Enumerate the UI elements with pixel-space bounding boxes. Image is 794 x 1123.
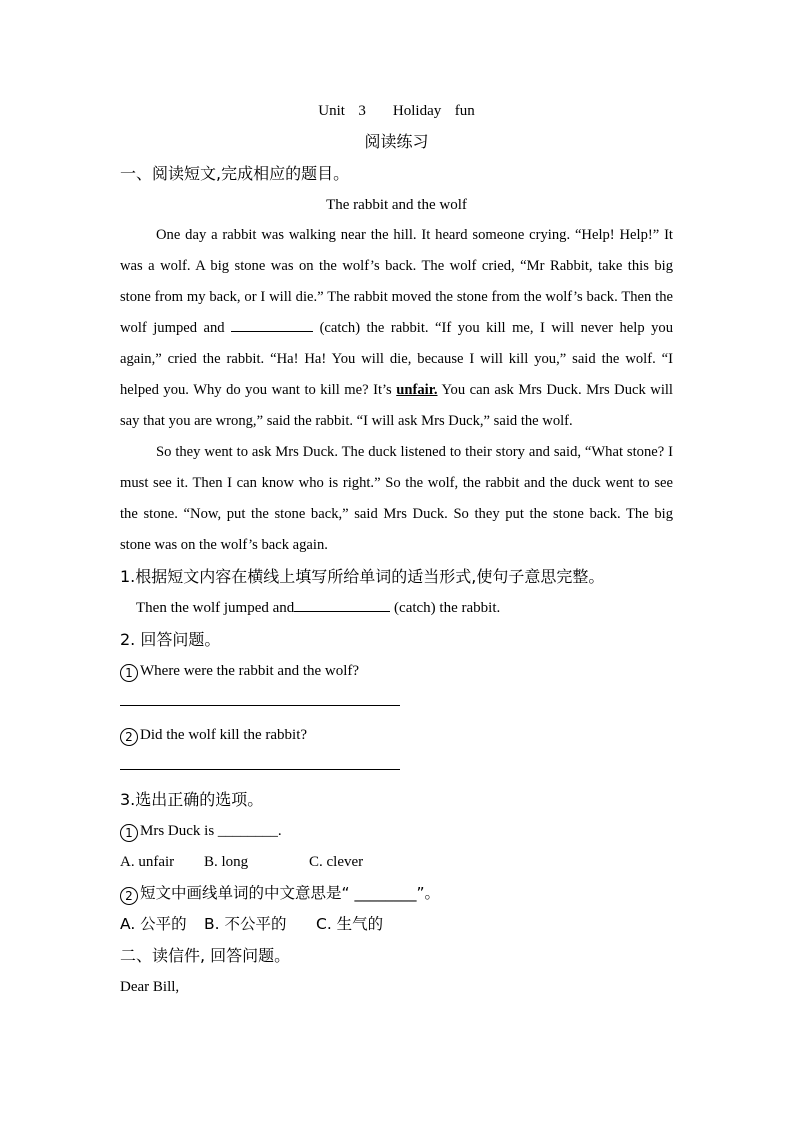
question1-heading: 1.根据短文内容在横线上填写所给单词的适当形式,使句子意思完整。: [120, 567, 605, 586]
question-text: 短文中画线单词的中文意思是“ ________”。: [140, 884, 440, 902]
paragraph-text: One day a rabbit was walking near the hill. It heard someone crying. “Help! Help!” It was a wolf. A big stone was on the wolf’s back. The wolf cried, “Mr Rabbit, take this big stone from my back, or I will die.” The rabbit moved the stone from the wolf’s back. Then the wolf jumped and: [120, 227, 673, 336]
worksheet-page: [120, 96, 673, 1003]
underlined-word: unfair.: [396, 382, 438, 398]
question3-item1-options: [120, 847, 673, 878]
sentence-text: Then the wolf jumped and: [136, 600, 295, 616]
story-paragraph-1: [120, 220, 673, 437]
option-c: C. clever: [309, 854, 364, 870]
question3-item2: [120, 878, 673, 909]
circled-number: 1: [120, 664, 138, 682]
question1-sentence: [120, 593, 673, 624]
story-paragraph-2: So they went to ask Mrs Duck. The duck listened to their story and said, “What stone? I must see it. Then I can know who is right.” So the wolf, the rabbit and the duck went to see the stone. “Now, put the stone back,” said Mrs Duck. So they put the stone back. The big stone was on the wolf’s back again.: [120, 444, 673, 553]
paragraph-text: (catch) the rabbit. “If you kill me, I will never help you again,” cried the rabbit. “Ha! Ha! You will die, because I will kill you,” said the wolf. “I helped you. Why do you want to kill me? It’s: [120, 320, 673, 398]
question-text: Mrs Duck is ________.: [140, 823, 282, 839]
page-subtitle: 阅读练习: [364, 132, 429, 151]
answer-line: [120, 757, 400, 770]
option-a: A. 公平的: [120, 915, 187, 933]
circled-number: 2: [120, 728, 138, 746]
question2-item2: [120, 720, 673, 751]
option-b: B. long: [204, 854, 249, 870]
section2-heading: 二、读信件, 回答问题。: [120, 946, 291, 965]
option-a: A. unfair: [120, 854, 175, 870]
fill-blank: [294, 597, 390, 612]
question3-item1: [120, 816, 673, 847]
page-title: Unit 3 Holiday fun: [318, 103, 475, 119]
question-text: Did the wolf kill the rabbit?: [140, 727, 308, 743]
answer-line: [120, 693, 400, 706]
option-b: B. 不公平的: [204, 915, 287, 933]
story-title: The rabbit and the wolf: [326, 197, 467, 213]
question3-heading: 3.选出正确的选项。: [120, 790, 264, 809]
circled-number: 1: [120, 824, 138, 842]
question2-heading: 2. 回答问题。: [120, 630, 221, 649]
section1-heading: 一、阅读短文,完成相应的题目。: [120, 164, 350, 183]
option-c: C. 生气的: [316, 915, 384, 933]
paragraph-text: You can ask Mrs Duck. Mrs Duck will say that you are wrong,” said the rabbit. “I will ask Mrs Duck,” said the wolf.: [120, 382, 673, 429]
fill-blank: [231, 317, 313, 332]
question3-item2-options: [120, 909, 673, 940]
question2-item1: [120, 656, 673, 687]
circled-number: 2: [120, 887, 138, 905]
question-text: Where were the rabbit and the wolf?: [140, 663, 360, 679]
sentence-text: (catch) the rabbit.: [390, 600, 501, 616]
letter-greeting: Dear Bill,: [120, 979, 180, 995]
